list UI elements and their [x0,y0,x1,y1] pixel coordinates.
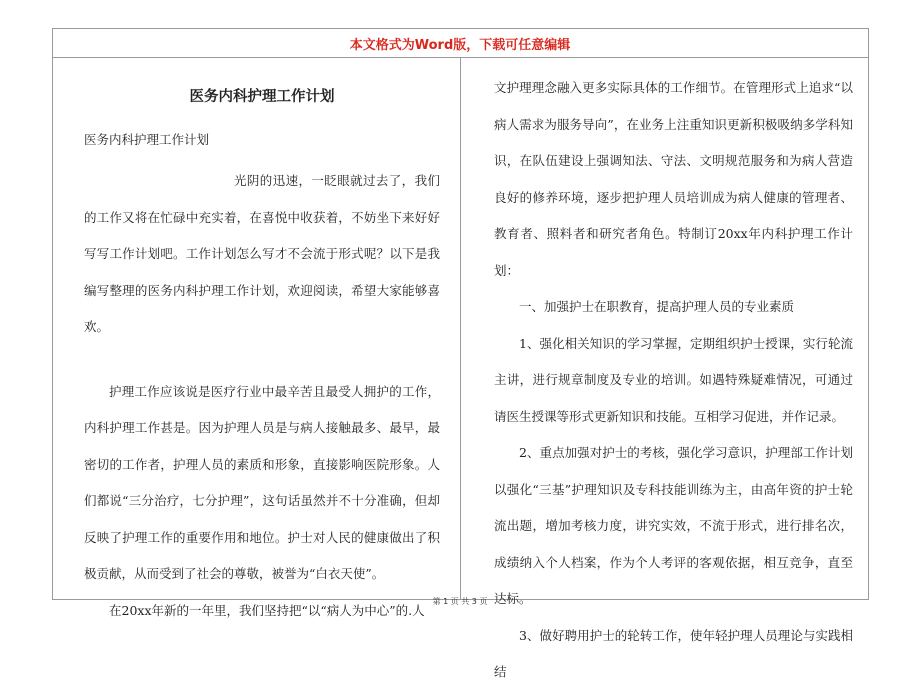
left-column [84,70,440,629]
list-item: 1、强化相关知识的学习掌握，定期组织护士授课，实行轮流主讲，进行规章制度及专业的培训。如遇特殊疑难情况，可通过请医生授课等形式更新知识和技能。互相学习促进，并作记录。 [494,335,853,424]
paragraph-spacer [84,346,440,374]
editable-notice: 本文格式为Word版，下载可任意编辑 [349,38,571,53]
list-item: 3、做好聘用护士的轮转工作，使年轻护理人员理论与实践相结 [494,627,853,679]
document-subtitle: 医务内科护理工作计划 [84,132,210,147]
column-divider [460,57,461,600]
list-item: 2、重点加强对护士的考核，强化学习意识，护理部工作计划以强化“三基”护理知识及专科技能训练为主，由高年资的护士轮流出题，增加考核力度，讲究实效，不流于形式，进行排名次，成绩纳入个人档案，作为个人考评的客观依据，相互竞争，直至达标。 [494,445,853,606]
document-title: 医务内科护理工作计划 [189,88,335,105]
intro-paragraph: 光阴的迅速，一眨眼就过去了，我们的工作又将在忙碌中充实着，在喜悦中收获着，不妨坐下来好好写写工作计划吧。工作计划怎么写才不会流于形式呢？以下是我编写整理的医务内科护理工作计划，欢迎阅读，希望大家能够喜欢。 [84,173,440,334]
body-paragraph: 护理工作应该说是医疗行业中最辛苦且最受人拥护的工作，内科护理工作甚是。因为护理人员是与病人接触最多、最早，最密切的工作者，护理人员的素质和形象，直接影响医院形象。人们都说“三分治疗，七分护理”，这句话虽然并不十分准确，但却反映了护理工作的重要作用和地位。护士对人民的健康做出了积极贡献，从而受到了社会的尊敬，被誉为“白衣天使”。 [84,383,440,581]
body-paragraph: 文护理理念融入更多实际具体的工作细节。在管理形式上追求“以病人需求为服务导向”，在业务上注重知识更新积极吸纳多学科知识，在队伍建设上强调知法、守法、文明规范服务和为病人营造良好的修养环境，逐步把护理人员培训成为病人健康的管理者、教育者、照料者和研究者角色。特制订20xx年内科护理工作计划： [494,80,853,278]
body-paragraph: 在20xx年新的一年里，我们坚持把“以“病人为中心”的.人 [109,602,425,618]
page-footer: 第 1 页 共 3 页 [432,597,488,606]
section-heading: 一、加强护士在职教育，提高护理人员的专业素质 [519,299,795,314]
